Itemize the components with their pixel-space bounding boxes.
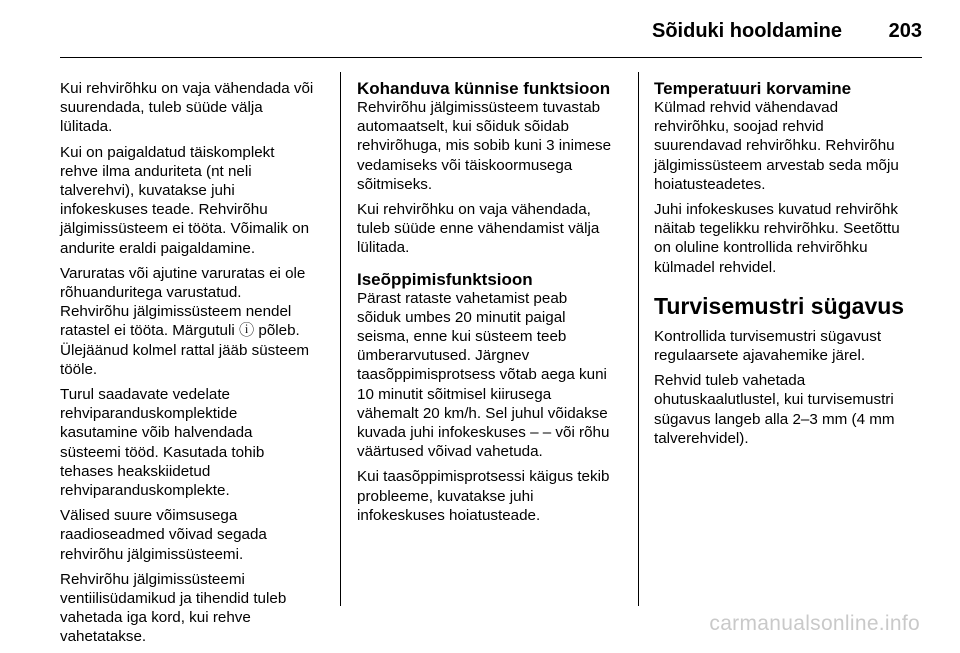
paragraph: Rehvirõhu jälgimissüsteemi ventiilisüdamikud ja tihendid tuleb vahetada iga kord, kui rehve vahetatakse. xyxy=(60,570,287,646)
section-title: Sõiduki hooldamine xyxy=(651,20,842,42)
heading-tread-depth: Turvisemustri sügavus xyxy=(654,292,905,319)
paragraph: Juhi infokeskuses kuvatud rehvirõhk näitab tegelikku rehvirõhku. Seetõttu on oluline kontrollida rehvirõhku külmadel rehvidel. xyxy=(654,201,900,276)
paragraph: Kui rehvirõhku on vaja vähendada, tuleb süüde enne vähendamist välja lülitada. xyxy=(357,201,600,257)
paragraph: Varuratas või ajutine varuratas ei ole rõhuanduritega varustatud. Rehvirõhu jälgimissüsteem nendel ratastel ei tööta. Märgutuli ⓘ põleb. Ülejäänud kolmel rattal jääb süsteem tööle. xyxy=(60,264,310,378)
column-divider-1 xyxy=(340,72,341,606)
page-number: 203 xyxy=(888,20,922,42)
paragraph: Kontrollida turvisemustri sügavust regulaarsete ajavahemike järel. xyxy=(654,327,882,365)
paragraph: Kui rehvirõhku on vaja vähendada või suurendada, tuleb süüde välja lülitada. xyxy=(60,80,314,136)
heading-self-learning: Iseõppimisfunktsioon xyxy=(357,269,533,289)
paragraph: Rehvid tuleb vahetada ohutuskaalutlustel, kui turvisemustri sügavus langeb alla 2–3 mm (4 mm talverehvidel). xyxy=(654,372,895,447)
heading-temperature-compensation: Temperatuuri korvamine xyxy=(654,79,852,98)
paragraph: Turul saadavate vedelate rehviparanduskomplektide kasutamine võib halvendada süsteemi tööd. Kasutada tohib tehases heakskiidetud rehviparanduskomplekte. xyxy=(60,386,265,500)
heading-adaptive-threshold: Kohanduva künnise funktsioon xyxy=(357,79,611,98)
paragraph: Pärast rataste vahetamist peab sõiduk umbes 20 minutit paigal seisma, enne kui süsteem teeb ümberarvutused. Järgnev taasõppimisprotsess võtab aega kuni 10 minutit sõitmisel kiirusega vähemalt 20 km/h. Sel juhul võidakse kuvada juhi infokeskuses – – või rõhu väärtused võivad vahetuda. xyxy=(357,289,610,461)
paragraph: Külmad rehvid vähendavad rehvirõhku, soojad rehvid suurendavad rehvirõhku. Rehvirõhu jälgimissüsteem arvestab seda mõju hoiatusteadetes. xyxy=(654,99,899,193)
column-divider-2 xyxy=(638,72,639,606)
column-1 xyxy=(60,79,326,653)
paragraph: Kui on paigaldatud täiskomplekt rehve ilma anduriteta (nt neli talverehvi), kuvatakse juhi infokeskuses teade. Rehvirõhu jälgimissüsteem ei tööta. Võimalik on andurite eraldi paigaldamine. xyxy=(60,143,310,257)
header-rule xyxy=(60,57,922,58)
watermark: carmanualsonline.info xyxy=(709,612,920,635)
page-header xyxy=(0,0,960,60)
paragraph: Välised suure võimsusega raadioseadmed võivad segada rehvirõhu jälgimissüsteemi. xyxy=(60,507,267,563)
paragraph: Rehvirõhu jälgimissüsteem tuvastab automaatselt, kui sõiduk sõidab rehvirõhuga, mis sobib kuni 3 inimese vedamiseks või täiskoormusega sõitmiseks. xyxy=(357,99,612,193)
column-3 xyxy=(654,79,924,454)
paragraph: Kui taasõppimisprotsessi käigus tekib probleeme, kuvatakse juhi infokeskuses hoiatusteade. xyxy=(357,468,610,524)
column-2 xyxy=(357,79,627,531)
